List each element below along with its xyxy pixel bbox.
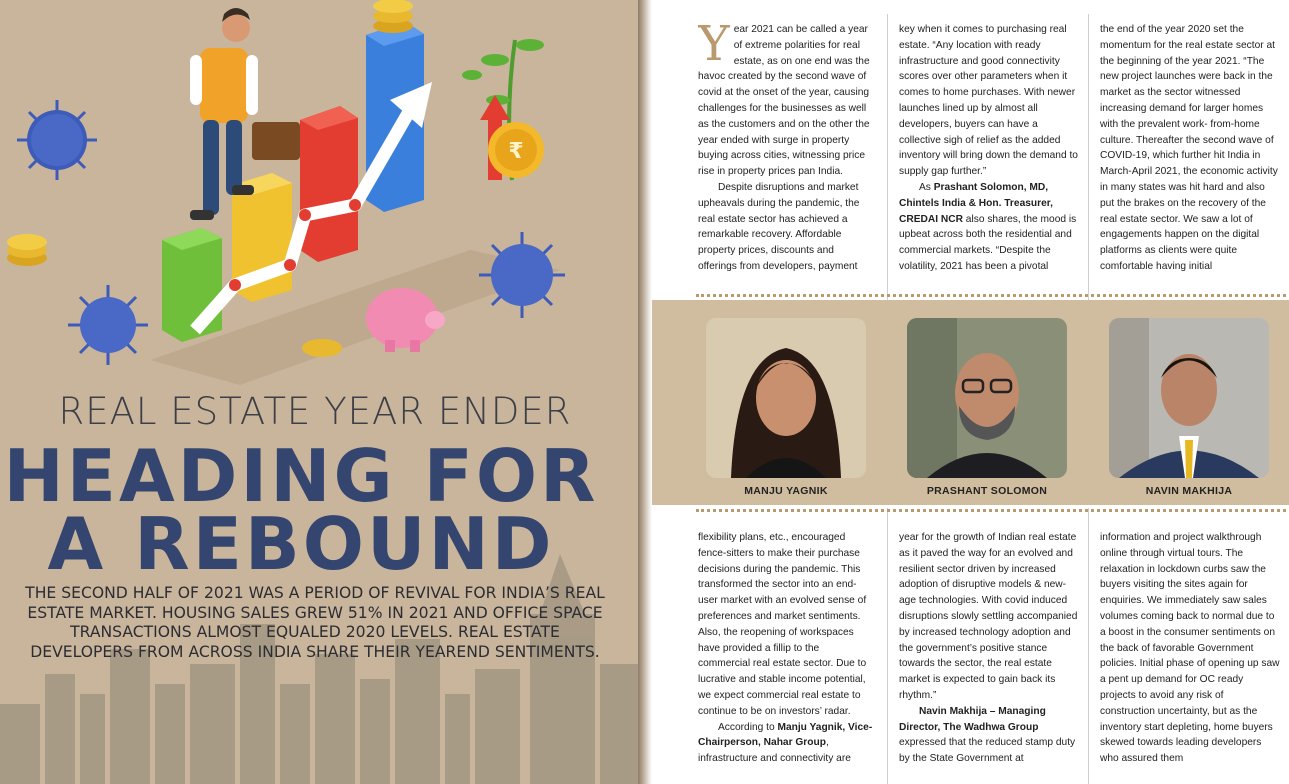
virus-icon: [68, 285, 148, 365]
portrait-band: [652, 300, 1289, 505]
headline-line-2: A REBOUND: [47, 502, 555, 586]
paragraph: information and project walkthrough online through virtual tours. The relaxation in lockdown curbs saw the buyers visiting the sites again for enquiries. We immediately saw sales volumes coming back to normal due to a boost in the consumer sentiments on the back of favorable Government policies. Initial phase of opening up saw a pent up demand for OC ready projects to avoid any risk of construction uncertainty, but as the inventory start depleting, home buyers skewed towards leading developers who assured them: [1100, 532, 1280, 765]
businessman-icon: [190, 8, 258, 220]
article-column-3-bottom: [1100, 530, 1280, 780]
virus-icon: [17, 100, 97, 180]
illustration: [0, 0, 638, 390]
page-gutter: [638, 0, 652, 784]
dotted-divider: [696, 294, 1286, 297]
paragraph: [899, 180, 1079, 275]
paragraph: key when it comes to purchasing real estate. “Any location with ready infrastructure and good connectivity scores over other parameters when it comes to home purchases. With newer launches lined up by almost all developers, buyers can have a collective sigh of relief as the added inventory will bring down the demand to supply gap further.”: [899, 24, 1078, 178]
portrait-navin-makhija: [1109, 318, 1269, 478]
person-name: NAVIN MAKHIJA: [1145, 485, 1233, 497]
column-divider: [887, 508, 888, 784]
man-glasses-portrait-icon: [907, 318, 1067, 478]
virus-icon: [479, 232, 565, 318]
portrait-prashant-solomon: [907, 318, 1067, 478]
article-column-3-top: [1100, 22, 1280, 280]
text-run: , infrastructure and connectivity are: [698, 737, 851, 765]
column-divider: [1088, 14, 1089, 300]
paragraph: Despite disruptions and market upheavals during the pandemic, the real estate sector has achieved a remarkable recovery. Affordable property prices, discounts and offerings from developers, payment: [698, 181, 860, 272]
speaker-name: Navin Makhija – Managing Director, The Wadhwa Group: [899, 705, 1046, 733]
speaker-name: Prashant Solomon, MD, Chintels India & Hon. Treasurer, CREDAI NCR: [899, 181, 1053, 225]
column-divider: [1088, 508, 1089, 784]
article-column-2-bottom: [899, 530, 1079, 780]
paragraph: ear 2021 can be called a year of extreme polarities for real estate, as on one end was the havoc created by the second wave of covid at the onset of the year, causing challenges for the businesses as well as the customers and on the other the year ended with surge in property buying across cities, witnessing price rise in property prices pan India.: [698, 24, 870, 178]
article-column-1-bottom: [698, 530, 874, 780]
rupee-coin-icon: [488, 122, 544, 178]
article-column-2-top: [899, 22, 1079, 280]
coin-icon: [302, 339, 342, 357]
paragraph: [698, 720, 874, 767]
paragraph: [899, 704, 1079, 767]
deck-text: THE SECOND HALF OF 2021 WAS A PERIOD OF REVIVAL FOR INDIA’S REAL ESTATE MARKET. HOUSING SALES GREW 51% IN 2021 AND OFFICE SPACE TRANSACTIONS ALMOST EQUALED 2020 LEVELS. REAL ESTATE DEVELOPERS FROM ACROSS INDIA SHARE THEIR YEAREND SENTIMENTS.: [25, 584, 605, 661]
person-name: MANJU YAGNIK: [744, 485, 828, 497]
woman-portrait-icon: [706, 318, 866, 478]
speaker-name: Manju Yagnik, Vice-Chairperson, Nahar Group: [698, 721, 873, 749]
right-page: [652, 0, 1289, 784]
paragraph: flexibility plans, etc., encouraged fence-sitters to make their purchase decisions during the pandemic. This transformed the sector into an end-user market with an evolved sense of preferences and market sentiments. Also, the reopening of workspaces have provided a fillip to the commercial real estate sector. Due to lucrative and stable income potential, we expect commercial real estate to continue to be on investors’ radar.: [698, 532, 867, 717]
text-run: As: [919, 181, 934, 193]
text-run: expressed that the reduced stamp duty by the State Government at: [899, 737, 1076, 765]
column-divider: [887, 14, 888, 300]
coin-stack-icon: [7, 234, 47, 266]
paragraph: year for the growth of Indian real estate as it paved the way for an evolved and resilient sector driven by increased adoption of disruptive models & new-age technologies. With covid induced disruptions slowly settling accompanied by increased technology adoption and the government’s positive stance towards the sector, the real estate market is expected to gain back its rhythm.”: [899, 532, 1078, 701]
man-suit-portrait-icon: [1109, 318, 1269, 478]
left-page: [0, 0, 638, 784]
coin-stack-icon: [373, 0, 413, 33]
person-name: PRASHANT SOLOMON: [926, 485, 1048, 497]
drop-cap: Y: [698, 22, 730, 72]
svg-text:₹: ₹: [508, 139, 524, 164]
kicker: REAL ESTATE YEAR ENDER: [58, 390, 572, 433]
headline-line-1: HEADING FOR: [3, 434, 599, 518]
paragraph: the end of the year 2020 set the momentum for the real estate sector at the beginning of the year 2021. “The new project launches were back in the market as the sector witnessed increasing demand for larger homes with the prevalent work- from-home culture. Thereafter the second wave of COVID-19, which further hit India in March-April 2021, the economic activity in many states was hit hard and also put the brakes on the recovery of the real estate sector. We saw a lot of engagements happen on the digital platforms as clients were quite comfortable having initial: [1100, 24, 1278, 272]
article-column-1-top: [698, 22, 874, 280]
dotted-divider: [696, 509, 1286, 512]
portrait-manju-yagnik: [706, 318, 866, 478]
text-run: also shares, the mood is upbeat across both the residential and commercial markets. “Despite the volatility, 2021 has been a pivotal: [899, 213, 1077, 272]
briefcase-icon: [252, 122, 300, 160]
text-run: According to: [718, 721, 778, 733]
